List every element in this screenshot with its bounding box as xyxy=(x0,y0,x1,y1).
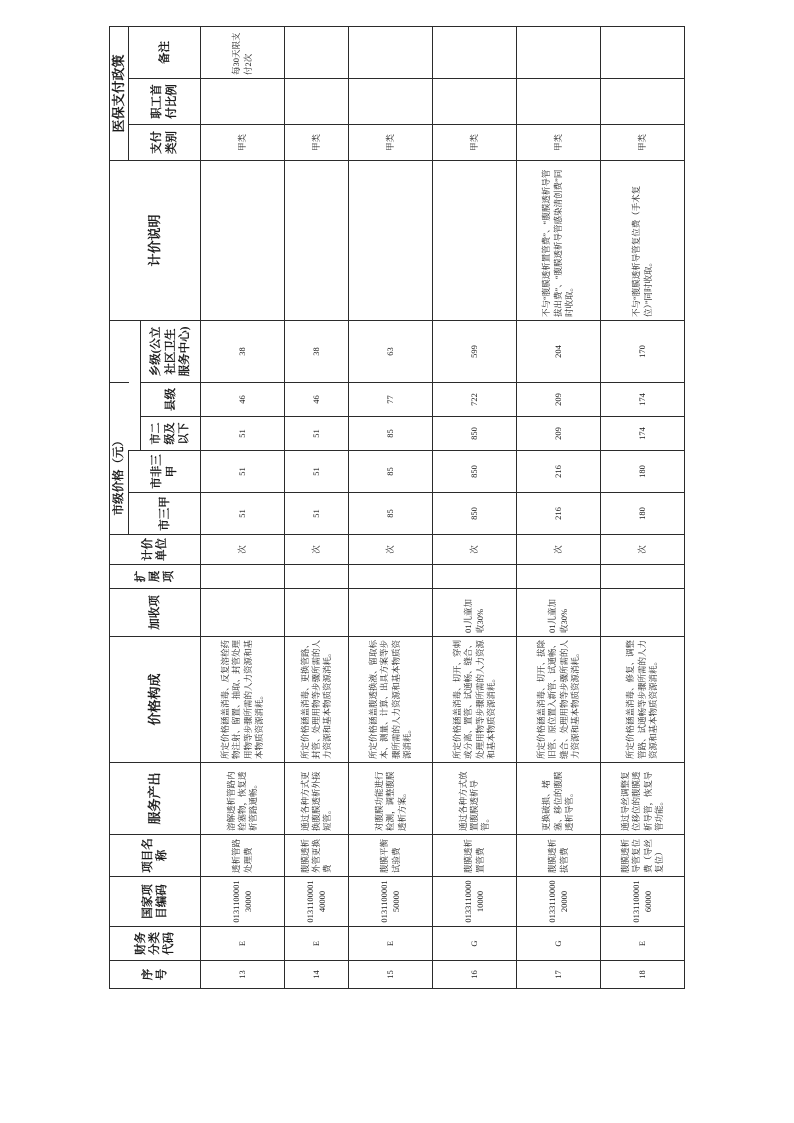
seq-cell: 13 xyxy=(201,961,285,989)
price-city3a-cell: 216 xyxy=(517,493,601,535)
pay-class-cell: 甲类 xyxy=(285,125,349,161)
table-row xyxy=(285,26,349,988)
nat-code-cell: 013110000150000 xyxy=(349,877,433,927)
nat-code-cell: 013311000020000 xyxy=(517,877,601,927)
extra-cell xyxy=(201,589,285,637)
table-row xyxy=(201,26,285,988)
remark-cell xyxy=(517,26,601,78)
header-township: 乡级(公立社区卫生服务中心) xyxy=(141,321,201,383)
price-city2below-cell: 51 xyxy=(285,417,349,451)
pay-class-cell: 甲类 xyxy=(601,125,685,161)
billing-note-cell: 不与“腹膜透析导管复位费（手术复位）”同时收取。 xyxy=(601,161,685,321)
price-city2below-cell: 51 xyxy=(201,417,285,451)
item-name-cell: 腹膜透析外管更换费 xyxy=(285,835,349,877)
item-name-cell: 腹膜透析置管费 xyxy=(433,835,517,877)
nat-code-cell: 013311000010000 xyxy=(433,877,517,927)
remark-cell xyxy=(433,26,517,78)
content-cell: 所定价格涵盖消毒、更换管路、封管、处理用物等步骤所需的人力资源和基本物质资源消耗。 xyxy=(285,637,349,763)
table-row xyxy=(349,26,433,988)
price-citynon3a-cell: 216 xyxy=(517,451,601,493)
price-county-cell: 46 xyxy=(285,383,349,417)
content-cell: 所定价格涵盖消毒、切开、穿刺或分离、置管、试通畅、缝合、处理用物等步骤所需的人力资源和基本物质资源消耗。 xyxy=(433,637,517,763)
header-nat-code: 国家项目编码 xyxy=(110,877,201,927)
price-citynon3a-cell: 51 xyxy=(285,451,349,493)
worker-ratio-cell xyxy=(517,79,601,125)
content-cell: 所定价格涵盖消毒、切开、拔除旧管、原位置入新管、试通畅、缝合、处理用物等步骤所需的人力资源和基本物质资源消耗。 xyxy=(517,637,601,763)
expand-cell xyxy=(601,565,685,589)
expand-cell xyxy=(349,565,433,589)
table-row xyxy=(517,26,601,988)
header-pay-class: 支付类别 xyxy=(129,125,201,161)
expand-cell xyxy=(433,565,517,589)
remark-cell xyxy=(601,26,685,78)
seq-cell: 15 xyxy=(349,961,433,989)
header-fin-code: 财务分类代码 xyxy=(110,927,201,961)
unit-cell: 次 xyxy=(201,535,285,565)
header-insurance-group: 医保支付政策 xyxy=(110,26,129,160)
extra-cell xyxy=(285,589,349,637)
content-cell: 所定价格涵盖消毒、反复溶栓药物注射、留置、抽取、封管处理用物等步骤所需的人力资源和基本物质资源消耗。 xyxy=(201,637,285,763)
unit-cell: 次 xyxy=(601,535,685,565)
worker-ratio-cell xyxy=(349,79,433,125)
seq-cell: 14 xyxy=(285,961,349,989)
worker-ratio-cell xyxy=(201,79,285,125)
price-township-cell: 38 xyxy=(285,321,349,383)
header-unit: 计价单位 xyxy=(110,535,201,565)
output-cell: 通过各种方式更换腹膜透析外接短管。 xyxy=(285,763,349,835)
price-city2below-cell: 85 xyxy=(349,417,433,451)
price-citynon3a-cell: 850 xyxy=(433,451,517,493)
price-township-cell: 599 xyxy=(433,321,517,383)
header-city-price-group: 市级价格（元） xyxy=(110,417,129,535)
rotated-page xyxy=(109,32,685,989)
pay-class-cell: 甲类 xyxy=(433,125,517,161)
price-citynon3a-cell: 180 xyxy=(601,451,685,493)
price-county-cell: 174 xyxy=(601,383,685,417)
nat-code-cell: 013110000160000 xyxy=(601,877,685,927)
price-city3a-cell: 850 xyxy=(433,493,517,535)
fin-code-cell: E xyxy=(601,927,685,961)
expand-cell xyxy=(285,565,349,589)
header-seq: 序号 xyxy=(110,961,201,989)
price-city2below-cell: 174 xyxy=(601,417,685,451)
worker-ratio-cell xyxy=(285,79,349,125)
output-cell: 更换破损、堵塞、移位的腹膜透析导管。 xyxy=(517,763,601,835)
price-county-cell: 722 xyxy=(433,383,517,417)
header-content: 价格构成 xyxy=(110,637,201,763)
header-expand: 扩展项 xyxy=(110,565,201,589)
price-city2below-cell: 850 xyxy=(433,417,517,451)
header-worker-ratio: 职工首付比例 xyxy=(129,79,201,125)
header-extra: 加收项 xyxy=(110,589,201,637)
pay-class-cell: 甲类 xyxy=(517,125,601,161)
header-remark: 备注 xyxy=(129,26,201,78)
billing-note-cell: 不与“腹膜透析置管费”、“腹膜透析导管拔出费”、“腹膜透析导管感染清创费”同时收取。 xyxy=(517,161,601,321)
pay-class-cell: 甲类 xyxy=(201,125,285,161)
item-name-cell: 腹膜平衡试验费 xyxy=(349,835,433,877)
price-city3a-cell: 51 xyxy=(201,493,285,535)
worker-ratio-cell xyxy=(433,79,517,125)
price-citynon3a-cell: 51 xyxy=(201,451,285,493)
price-city3a-cell: 51 xyxy=(285,493,349,535)
remark-cell xyxy=(285,26,349,78)
header-city2below: 市二级及以下 xyxy=(141,417,201,451)
unit-cell: 次 xyxy=(433,535,517,565)
seq-cell: 16 xyxy=(433,961,517,989)
header-name: 项目名称 xyxy=(110,835,201,877)
unit-cell: 次 xyxy=(517,535,601,565)
extra-cell xyxy=(601,589,685,637)
price-table xyxy=(109,26,685,989)
header-billing: 计价说明 xyxy=(110,161,201,321)
fin-code-cell: G xyxy=(517,927,601,961)
worker-ratio-cell xyxy=(601,79,685,125)
pay-class-cell: 甲类 xyxy=(349,125,433,161)
price-county-cell: 77 xyxy=(349,383,433,417)
billing-note-cell xyxy=(433,161,517,321)
content-cell: 所定价格涵盖消毒、修复、调整管路、试通畅等步骤所需的人力资源和基本物质资源消耗。 xyxy=(601,637,685,763)
extra-cell: 01儿童加收30% xyxy=(433,589,517,637)
billing-note-cell xyxy=(285,161,349,321)
output-cell: 通过各种方式放置腹膜透析导管。 xyxy=(433,763,517,835)
table-row xyxy=(601,26,685,988)
price-city2below-cell: 209 xyxy=(517,417,601,451)
nat-code-cell: 013110000140000 xyxy=(285,877,349,927)
extra-cell: 01儿童加收30% xyxy=(517,589,601,637)
billing-note-cell xyxy=(201,161,285,321)
fin-code-cell: G xyxy=(433,927,517,961)
expand-cell xyxy=(201,565,285,589)
header-citynon3a: 市非三甲 xyxy=(129,451,201,493)
price-city3a-cell: 85 xyxy=(349,493,433,535)
remark-cell xyxy=(349,26,433,78)
expand-cell xyxy=(517,565,601,589)
price-township-cell: 38 xyxy=(201,321,285,383)
price-county-cell: 209 xyxy=(517,383,601,417)
nat-code-cell: 013110000130000 xyxy=(201,877,285,927)
fin-code-cell: E xyxy=(349,927,433,961)
price-township-cell: 170 xyxy=(601,321,685,383)
billing-note-cell xyxy=(349,161,433,321)
price-township-cell: 204 xyxy=(517,321,601,383)
unit-cell: 次 xyxy=(285,535,349,565)
price-township-cell: 63 xyxy=(349,321,433,383)
item-name-cell: 透析管路处理费 xyxy=(201,835,285,877)
seq-cell: 18 xyxy=(601,961,685,989)
price-citynon3a-cell: 85 xyxy=(349,451,433,493)
item-name-cell: 腹膜透析导管复位费（导丝复位） xyxy=(601,835,685,877)
table-row xyxy=(433,26,517,988)
output-cell: 溶解透析管路内栓塞物，恢复透析管路通畅。 xyxy=(201,763,285,835)
price-county-cell: 46 xyxy=(201,383,285,417)
price-city3a-cell: 180 xyxy=(601,493,685,535)
header-county: 县级 xyxy=(141,383,201,417)
remark-cell: 每30天限支付2次 xyxy=(201,26,285,78)
fin-code-cell: E xyxy=(285,927,349,961)
content-cell: 所定价格涵盖腹透换液、留取标本、测量、计算、出具方案等步骤所需的人力资源和基本物质资源消耗。 xyxy=(349,637,433,763)
header-output: 服务产出 xyxy=(110,763,201,835)
header-city3a: 市三甲 xyxy=(129,493,201,535)
item-name-cell: 腹膜透析拔管费 xyxy=(517,835,601,877)
fin-code-cell: E xyxy=(201,927,285,961)
unit-cell: 次 xyxy=(349,535,433,565)
extra-cell xyxy=(349,589,433,637)
seq-cell: 17 xyxy=(517,961,601,989)
output-cell: 对腹膜功能进行检测，调整腹膜透析方案。 xyxy=(349,763,433,835)
output-cell: 通过导丝调整复位移位的腹膜透析导管，恢复导管功能。 xyxy=(601,763,685,835)
